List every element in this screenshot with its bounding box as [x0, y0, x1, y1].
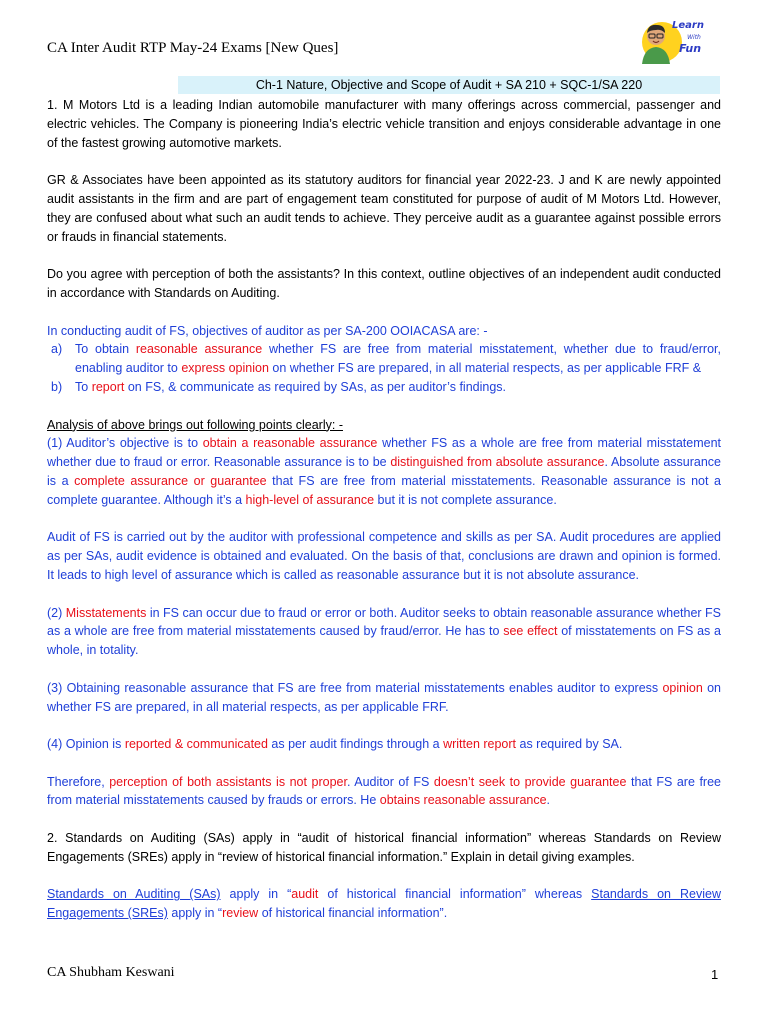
audit-paragraph: Audit of FS is carried out by the auditor with professional competence and skills as per SA. Audit procedures are applied as per SAs, audit evidence is obtained and evaluated. On the basis of that, conclusions are drawn and opinion is formed. It leads to high level of assurance which is called as reasonable assurance but it is not absolute assurance.	[47, 530, 721, 582]
sa-link-text: Standards on Auditing (SAs)	[47, 887, 221, 902]
point-4: (4) Opinion is reported & communicated as per audit findings through a written report as required by SA.	[47, 737, 623, 752]
page-content	[47, 96, 721, 942]
answer-2: Standards on Auditing (SAs) apply in “audit of historical financial information” whereas Standards on Review Engagements (SREs) apply in “review of historical financial information”.	[47, 887, 721, 921]
sre-link-text: Standards on Review Engagements (SREs)	[47, 887, 721, 921]
highlight-report: report	[91, 379, 125, 394]
logo-text-fun: Fun	[678, 42, 702, 55]
objective-b-label: b)	[51, 379, 63, 394]
analysis-heading: Analysis of above brings out following points clearly: -	[47, 417, 343, 432]
objective-b: b) To report on FS, & communicate as required by SAs, as per auditor’s findings.	[47, 378, 721, 397]
objective-a-label: a)	[51, 342, 63, 357]
question-1-paragraph-2: GR & Associates have been appointed as its statutory auditors for financial year 2022-23. J and K are newly appointed audit assistants in the firm and are part of engagement team constituted for purpose of audit of M Motors Ltd. However, they are confused about what such an audit tends to achieve. They perceive audit as a guarantee against possible errors or frauds in financial statements.	[47, 173, 721, 244]
logo-text-learn: Learn	[672, 20, 704, 31]
page-header-title: CA Inter Audit RTP May-24 Exams [New Ques]	[47, 40, 339, 56]
chapter-banner: Ch-1 Nature, Objective and Scope of Audit + SA 210 + SQC-1/SA 220	[178, 76, 720, 94]
answer-intro: In conducting audit of FS, objectives of auditor as per SA-200 OOIACASA are: -	[47, 323, 488, 338]
conclusion: Therefore, perception of both assistants is not proper. Auditor of FS doesn’t seek to provide guarantee that FS are free from material misstatements caused by frauds or errors. He obtains reasonable assurance.	[47, 774, 721, 808]
objective-a: a) To obtain reasonable assurance whether FS are free from material misstatement, whether due to fraud/error, enabling auditor to express opinion on whether FS are prepared, in all material respects, as per applicable FRF &	[51, 342, 721, 376]
point-2: (2) Misstatements in FS can occur due to fraud or error or both. Auditor seeks to obtain reasonable assurance whether FS as a whole are free from material misstatements caused by fraud/error. He has to see effect of misstatements on FS as a whole, in totality.	[47, 605, 722, 658]
page-number: 1	[711, 967, 719, 982]
point-3: (3) Obtaining reasonable assurance that FS are free from material misstatements enables auditor to express opinion on whether FS are prepared, in all material respects, as per applicable FRF.	[47, 680, 721, 714]
question-1-paragraph-1: 1. M Motors Ltd is a leading Indian automobile manufacturer with many offerings across commercial, passenger and electric vehicles. The Company is pioneering India’s electric vehicle transition and enjoys considerable advantage in one of the fastest growing automotive markets.	[47, 98, 721, 150]
logo-text-with: With	[687, 34, 701, 41]
learn-with-fun-logo	[632, 14, 718, 64]
objectives-list	[47, 340, 721, 396]
highlight-reasonable-assurance: reasonable assurance	[135, 342, 263, 357]
question-2: 2. Standards on Auditing (SAs) apply in “audit of historical financial information” whereas Standards on Review Engagements (SREs) apply in “review of historical financial information.” Explain in detail giving examples.	[47, 831, 721, 864]
point-1: (1) Auditor’s objective is to obtain a reasonable assurance whether FS as a whole are free from material misstatement whether due to fraud or error. Reasonable assurance is to be distinguished from absolute assurance. Absolute assurance is a complete assurance or guarantee that FS are free from material misstatements. Reasonable assurance is not a complete guarantee. Although it’s a high-level of assurance but it is not complete assurance.	[47, 436, 722, 507]
highlight-express-opinion: express opinion	[181, 361, 269, 376]
footer-author: CA Shubham Keswani	[47, 965, 175, 980]
question-1-paragraph-3: Do you agree with perception of both the assistants? In this context, outline objectives of an independent audit conducted in accordance with Standards on Auditing.	[47, 267, 721, 300]
